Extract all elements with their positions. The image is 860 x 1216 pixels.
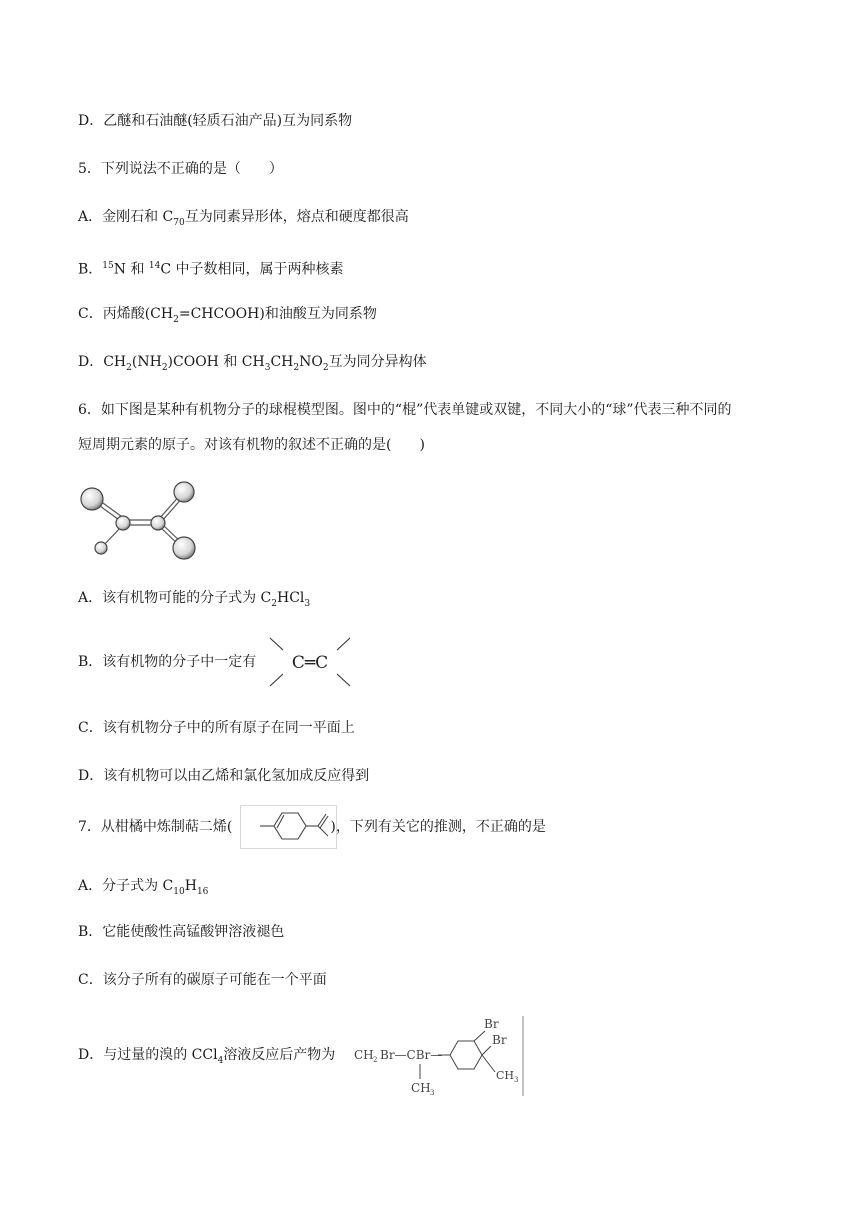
q5-option-c <box>78 304 377 330</box>
text: D．与过量的溴的 CCl <box>78 1047 218 1063</box>
product-br-right: Br <box>492 1033 507 1047</box>
subscript: 2 <box>271 598 278 609</box>
q6-option-a <box>78 588 310 614</box>
text: )，下列有关它的推测，不正确的是 <box>330 819 546 835</box>
product-chain-label: Br—CBr— <box>380 1048 443 1062</box>
text: C．丙烯酸(CH <box>78 306 174 322</box>
product-ch2-sub: 2 <box>373 1056 378 1064</box>
subscript: 2 <box>322 362 329 373</box>
subscript: 70 <box>173 217 185 228</box>
cc-bond-label: C═C <box>291 653 329 673</box>
q6-option-b: B．该有机物的分子中一定有 <box>78 654 257 670</box>
text: (NH <box>131 354 162 370</box>
q7-option-a <box>78 876 208 902</box>
text: H <box>184 878 197 894</box>
text: 互为同素异形体，熔点和硬度都很高 <box>184 209 409 225</box>
subscript: 2 <box>293 362 300 373</box>
text: 互为同分异构体 <box>328 354 427 370</box>
subscript: 2 <box>173 314 179 325</box>
q6-option-d: D．该有机物可以由乙烯和氯化氢加成反应得到 <box>78 768 370 784</box>
text: CH <box>270 354 294 370</box>
q7-option-b: B．它能使酸性高锰酸钾溶液褪色 <box>78 924 285 940</box>
q5-stem: 5．下列说法不正确的是（ ） <box>78 161 283 177</box>
subscript: 2 <box>161 362 168 373</box>
text: HCl <box>277 590 305 606</box>
text: A．分子式为 C <box>78 878 174 894</box>
ball-stick-model-figure <box>72 478 202 562</box>
text: D．CH <box>78 354 127 370</box>
subscript: 16 <box>196 886 209 897</box>
product-ch3-bottom: CH <box>411 1081 431 1095</box>
product-ch2-label: CH <box>354 1048 374 1062</box>
text: N 和 <box>113 261 149 278</box>
superscript: 14 <box>148 261 161 271</box>
q7-option-d <box>78 1045 335 1071</box>
q5-option-d <box>78 352 427 378</box>
product-ch3-ring: CH <box>496 1069 515 1082</box>
product-br-top: Br <box>484 1017 499 1031</box>
text: A．该有机物可能的分子式为 C <box>78 590 272 606</box>
bromination-product-structure <box>354 1012 526 1098</box>
text: B． <box>78 261 103 278</box>
text: =CHCOOH)和油酸互为同系物 <box>178 306 377 322</box>
subscript: 3 <box>304 598 311 609</box>
q7-option-c: C．该分子所有的碳原子可能在一个平面 <box>78 972 327 988</box>
text: )COOH 和 CH <box>167 354 265 370</box>
q6-stem-line1: 6．如下图是某种有机物分子的球棍模型图。图中的“棍”代表单键或双键，不同大小的“球”代表三种不同的 <box>78 402 732 418</box>
product-ch3-bottom-sub: 3 <box>430 1089 435 1097</box>
subscript: 4 <box>217 1055 224 1066</box>
subscript: 10 <box>173 886 185 897</box>
text: 7．从柑橘中炼制萜二烯( <box>78 819 233 835</box>
text: A．金刚石和 C <box>78 209 174 225</box>
q6-option-c: C．该有机物分子中的所有原子在同一平面上 <box>78 720 355 736</box>
product-ch3-ring-sub: 3 <box>514 1076 519 1084</box>
superscript: 15 <box>102 261 114 271</box>
q6-stem-line2: 短周期元素的原子。对该有机物的叙述不正确的是( ) <box>78 437 425 453</box>
text: C 中子数相同，属于两种核素 <box>160 261 344 278</box>
limonene-structure <box>240 805 338 849</box>
text: 溶液反应后产物为 <box>223 1047 336 1063</box>
q4-option-d: D．乙醚和石油醚(轻质石油产品)互为同系物 <box>78 113 353 129</box>
text: NO <box>299 354 323 370</box>
q5-option-a <box>78 207 409 233</box>
subscript: 2 <box>126 362 132 373</box>
cc-double-bond-structure <box>268 636 352 688</box>
subscript: 3 <box>264 362 271 373</box>
q5-option-b <box>78 256 344 280</box>
